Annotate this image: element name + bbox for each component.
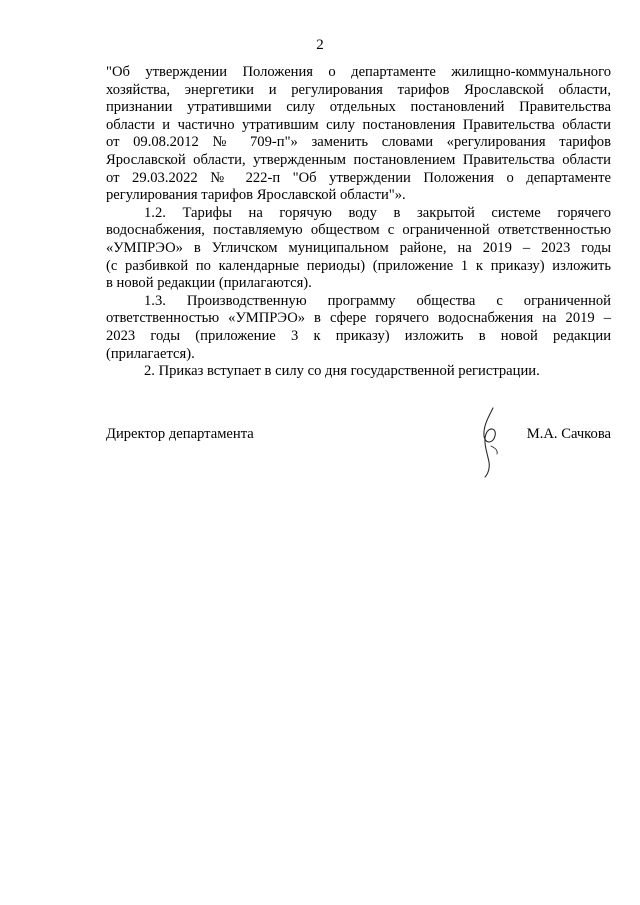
paragraph-1-3 — [106, 293, 611, 363]
paragraph-1-2 — [106, 205, 611, 293]
text-line: «УМПРЭО» в Угличском муниципальном районе, на 2019 – 2023 годы — [106, 239, 611, 256]
signatory-name: М.А. Сачкова — [526, 426, 611, 442]
text-line: регулирования тарифов Ярославской области"». — [106, 187, 406, 204]
text-line: от 09.08.2012 № 709-п"» заменить словами «регулирования тарифов — [106, 134, 611, 151]
text-line: ответственностью «УМПРЭО» в сфере горячего водоснабжения на 2019 – — [106, 310, 611, 327]
text-line: водоснабжения, поставляемую обществом с ограниченной ответственностью — [106, 222, 611, 239]
paragraph-2 — [106, 363, 611, 381]
page-number: 2 — [316, 37, 324, 53]
text-line: 2. Приказ вступает в силу со дня государственной регистрации. — [144, 363, 540, 380]
paragraph-intro — [106, 64, 611, 205]
text-line: в новой редакции (прилагаются). — [106, 275, 312, 292]
text-line: "Об утверждении Положения о департаменте жилищно-коммунального — [106, 64, 611, 80]
text-line: 1.2. Тарифы на горячую воду в закрытой системе горячего — [144, 204, 611, 221]
text-line: (с разбивкой по календарные периоды) (приложение 1 к приказу) изложить — [106, 257, 611, 274]
text-line: 1.3. Производственную программу общества с ограниченной — [144, 292, 611, 309]
text-line: признании утратившими силу отдельных постановлений Правительства — [106, 99, 611, 116]
text-line: Ярославской области, утвержденным постановлением Правительства области — [106, 151, 611, 168]
text-line: (прилагается). — [106, 345, 195, 362]
signature-block — [106, 426, 611, 486]
handwritten-signature — [471, 406, 511, 478]
text-line: от 29.03.2022 № 222-п "Об утверждении Положения о департаменте — [106, 169, 611, 186]
text-line: 2023 годы (приложение 3 к приказу) изложить в новой редакции — [106, 327, 611, 344]
text-line: хозяйства, энергетики и регулирования тарифов Ярославской области, — [106, 81, 611, 98]
text-line: области и частично утратившим силу постановления Правительства области — [106, 116, 611, 133]
signatory-title: Директор департамента — [106, 426, 254, 442]
document-body — [106, 64, 611, 381]
